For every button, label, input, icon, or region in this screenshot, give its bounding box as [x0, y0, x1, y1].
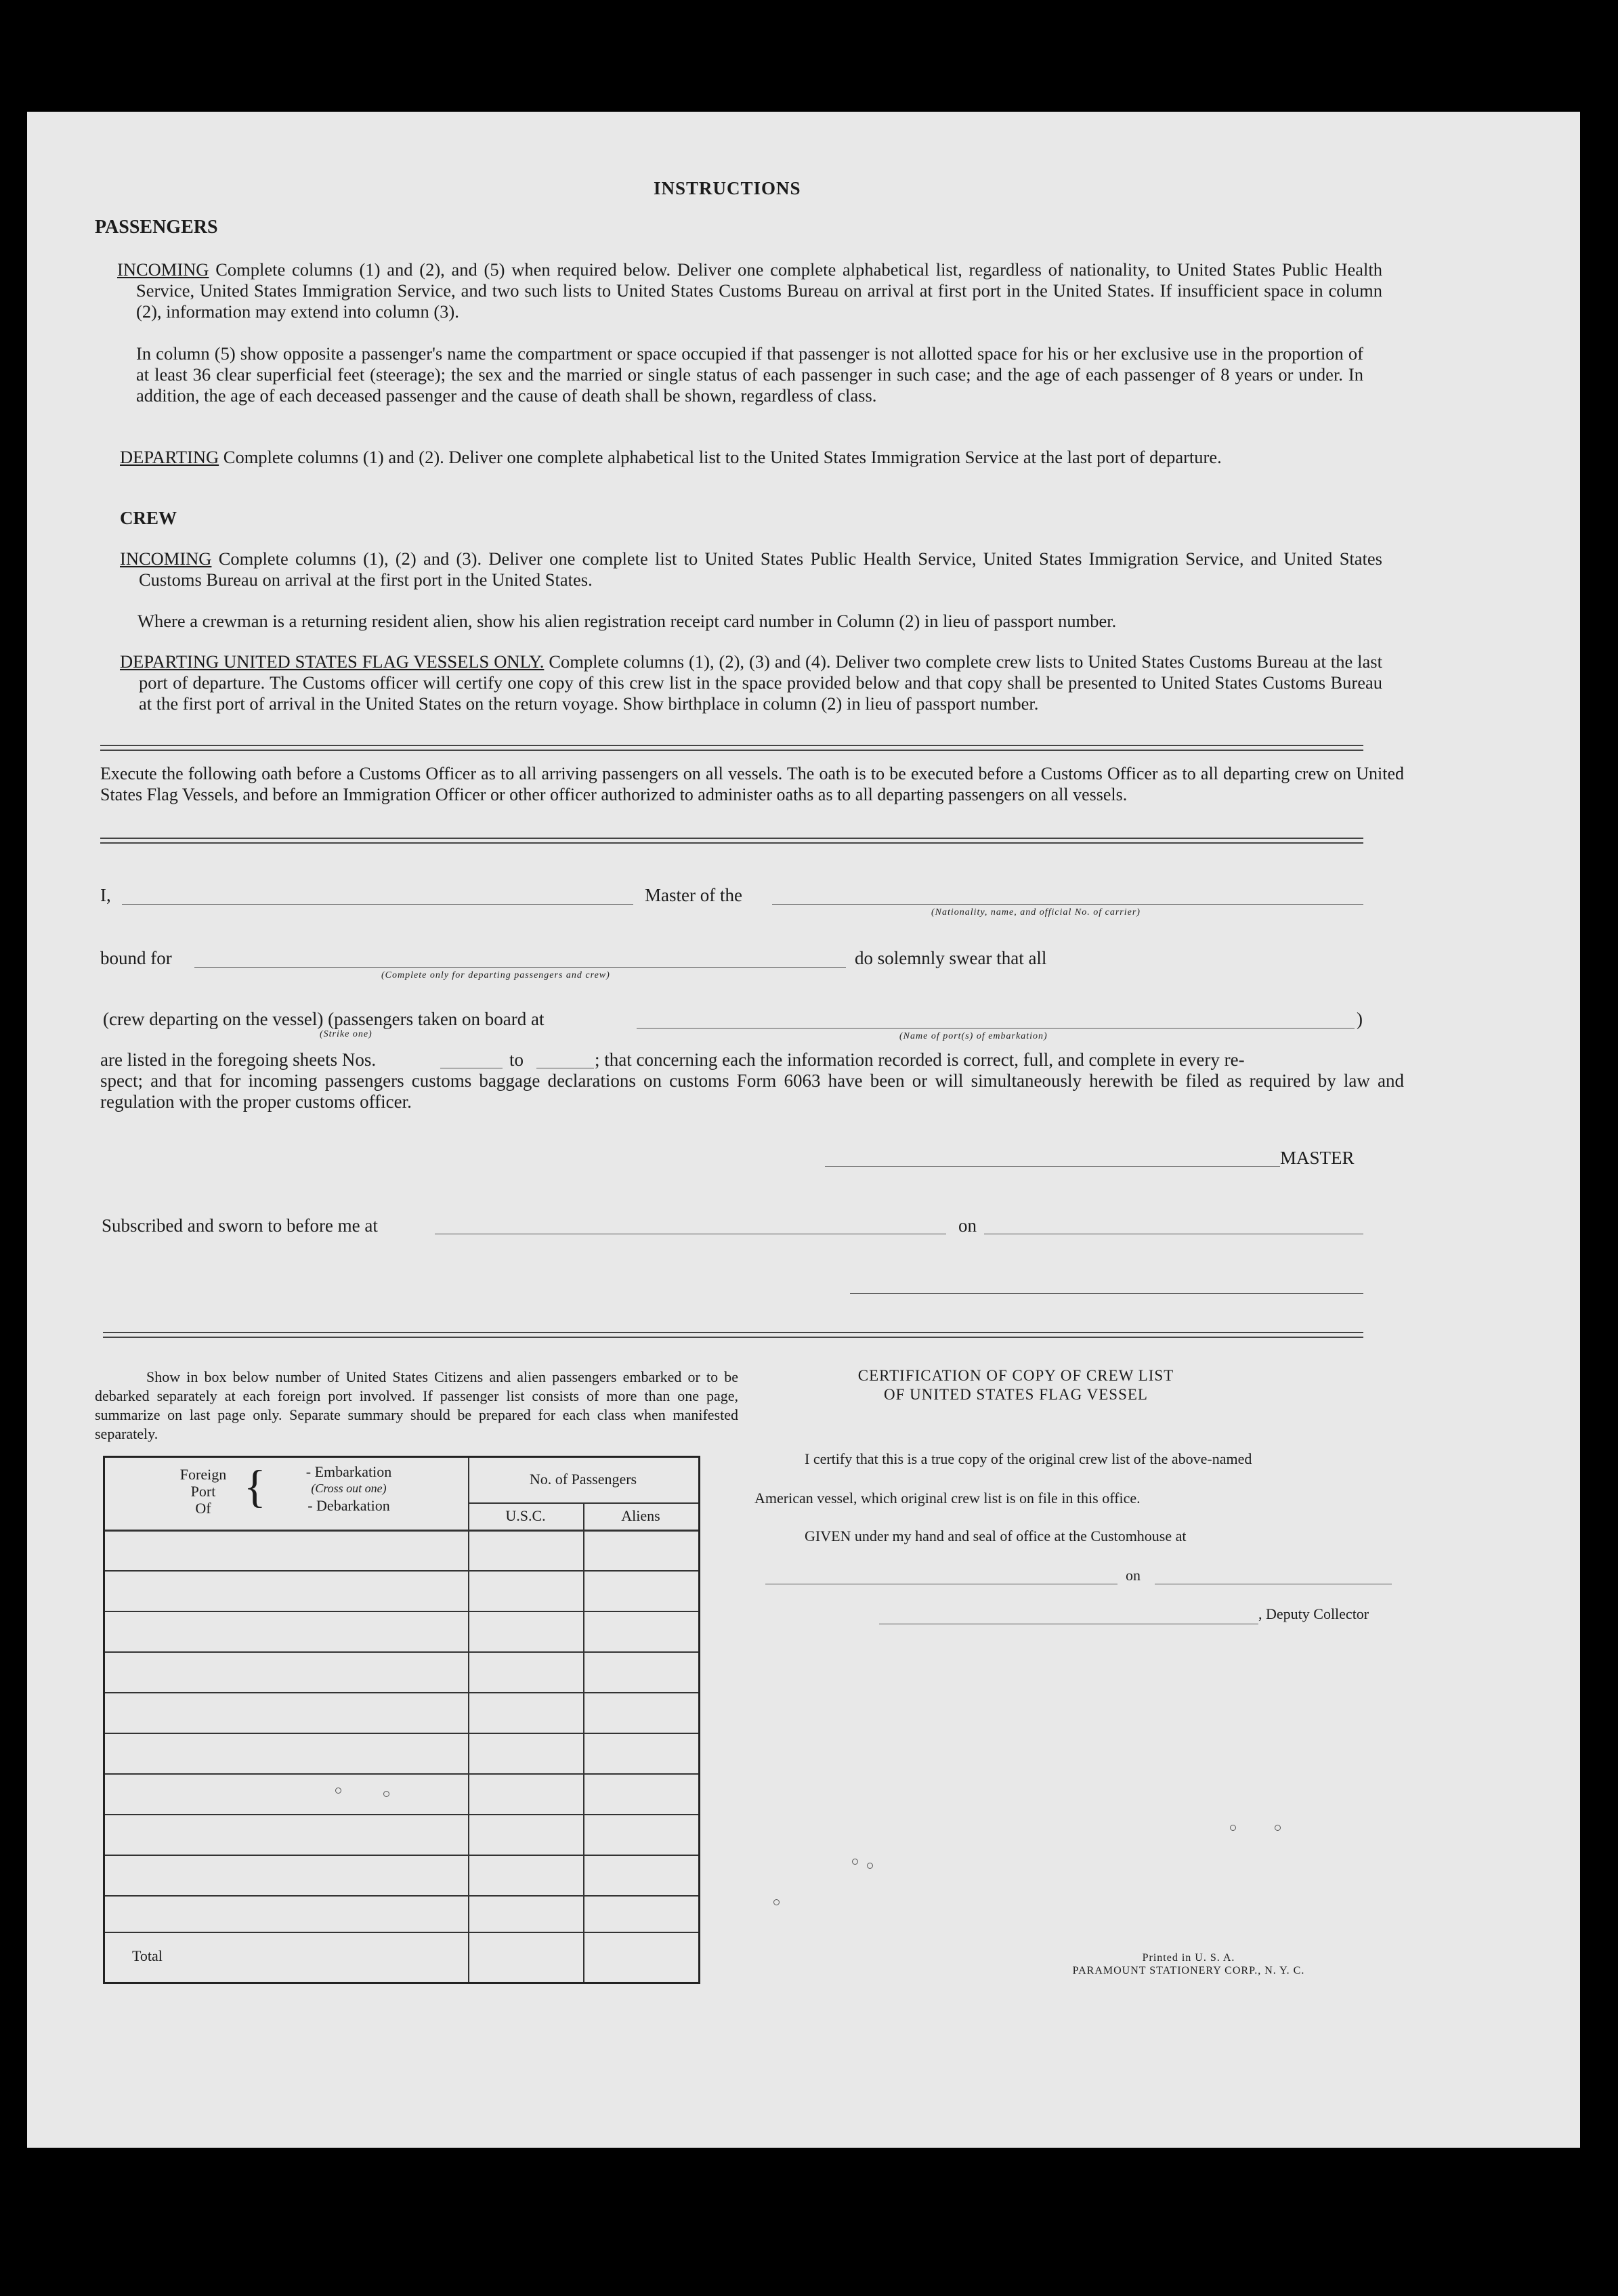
- printer-line-1: Printed in U. S. A.: [1142, 1952, 1235, 1964]
- table-row: [105, 1895, 698, 1897]
- crew-incoming-paragraph: [120, 548, 1382, 590]
- deputy-collector-label: , Deputy Collector: [1258, 1605, 1369, 1622]
- subscribed-on-label: on: [958, 1215, 977, 1236]
- embark-debark-header: [298, 1463, 400, 1514]
- col-divider-1: [468, 1458, 469, 1982]
- brace-icon: {: [244, 1460, 266, 1512]
- carrier-field[interactable]: [772, 904, 1363, 905]
- to-label: to: [509, 1049, 524, 1070]
- table-row: [105, 1855, 698, 1856]
- crew-departing-paragraph: [120, 651, 1382, 714]
- officer-signature-field[interactable]: [850, 1293, 1363, 1294]
- master-signature-label: MASTER: [1280, 1148, 1355, 1168]
- bound-for-label: bound for: [100, 948, 172, 968]
- passengers-column5-paragraph: [136, 343, 1363, 406]
- listed-sheets-label: are listed in the foregoing sheets Nos.: [100, 1049, 377, 1070]
- debarkation-label: - Debarkation: [307, 1497, 390, 1514]
- table-row: [105, 1611, 698, 1612]
- scan-speck: [383, 1791, 389, 1797]
- table-row: [105, 1530, 698, 1532]
- cross-out-label: (Cross out one): [311, 1481, 387, 1495]
- carrier-caption: (Nationality, name, and official No. of carrier): [931, 907, 1141, 917]
- passengers-incoming-label: INCOMING: [117, 259, 209, 280]
- passenger-summary-table: [103, 1456, 700, 1984]
- crew-incoming-text: Complete columns (1), (2) and (3). Deliver one complete list to United States Public Health Service, United States Immigration Service, and United States Customs Bureau on arrival at the first port in the United States.: [139, 548, 1382, 590]
- oath-i-label: I,: [100, 885, 111, 905]
- scan-speck: [867, 1863, 873, 1869]
- certification-heading: [813, 1366, 1219, 1404]
- col-divider-2: [583, 1502, 584, 1982]
- swear-label: do solemnly swear that all: [855, 948, 1047, 968]
- strike-one-caption: (Strike one): [320, 1029, 372, 1039]
- embarkation-label: - Embarkation: [305, 1463, 392, 1480]
- scan-speck: [1230, 1825, 1236, 1831]
- passengers-header-rule: [468, 1502, 698, 1504]
- oath-intro-paragraph: [100, 763, 1404, 805]
- scan-speck: [852, 1859, 858, 1865]
- table-row: [105, 1773, 698, 1775]
- table-row: [105, 1570, 698, 1572]
- certification-line-2: American vessel, which original crew list is on file in this office.: [754, 1490, 1141, 1507]
- oath-divider: [100, 838, 1363, 844]
- certification-line-3: GIVEN under my hand and seal of office at the Customhouse at: [805, 1528, 1187, 1544]
- table-row: [105, 1733, 698, 1734]
- certification-heading-1: CERTIFICATION OF COPY OF CREW LIST: [857, 1367, 1174, 1384]
- total-label: Total: [132, 1947, 163, 1964]
- foreign-port-of-header: [173, 1466, 234, 1517]
- master-signature-field[interactable]: [825, 1166, 1280, 1167]
- listed-text-1: ; that concerning each the information recorded is correct, full, and complete in every re-: [595, 1049, 1245, 1070]
- table-row: [105, 1651, 698, 1653]
- of-label: Of: [195, 1500, 211, 1517]
- section-divider: [100, 745, 1363, 751]
- bound-for-field[interactable]: [194, 967, 846, 968]
- crew-departing-label: DEPARTING UNITED STATES FLAG VESSELS ONLY.: [120, 651, 545, 672]
- crew-resident-paragraph: [137, 611, 1363, 632]
- summary-note: Show in box below number of United States Citizens and alien passengers embarked or to be debarked separately at each foreign port involved. If passenger list consists of more than one page, summarize on last page only. Separate summary should be prepared for each class when manifested separately.: [95, 1368, 738, 1442]
- crew-incoming-label: INCOMING: [120, 548, 212, 569]
- crew-passengers-label: (crew departing on the vessel) (passengers taken on board at: [103, 1009, 545, 1029]
- close-paren: ): [1357, 1009, 1363, 1029]
- master-of-the-label: Master of the: [645, 885, 742, 905]
- crew-heading: CREW: [120, 508, 177, 528]
- certification-line-1: I certify that this is a true copy of the original crew list of the above-named: [805, 1450, 1252, 1467]
- port-label: Port: [190, 1483, 216, 1500]
- scan-speck: [1275, 1825, 1281, 1831]
- passengers-departing-label: DEPARTING: [120, 447, 219, 467]
- aliens-header: Aliens: [621, 1507, 660, 1524]
- passengers-departing-text: Complete columns (1) and (2). Deliver one complete alphabetical list to the United States Immigration Service at the last port of departure.: [219, 447, 1222, 467]
- master-name-field[interactable]: [122, 904, 633, 905]
- ports-caption: (Name of port(s) of embarkation): [899, 1031, 1048, 1041]
- table-row: [105, 1692, 698, 1693]
- passengers-column5-text: In column (5) show opposite a passenger's name the compartment or space occupied if that passenger is not allotted space for his or her exclusive use in the proportion of at least 36 clear superficial feet (steerage); the sex and the married or single status of each passenger in such case; and the age of each passenger of 8 years or under. In addition, the age of each deceased passenger and the cause of death shall be shown, regardless of class.: [136, 343, 1363, 406]
- no-of-passengers-header: No. of Passengers: [529, 1471, 637, 1488]
- certification-on-label: on: [1126, 1567, 1141, 1584]
- usc-header: U.S.C.: [505, 1507, 546, 1524]
- instructions-title: INSTRUCTIONS: [654, 178, 801, 198]
- scan-speck: [773, 1899, 780, 1905]
- passengers-incoming-text: Complete columns (1) and (2), and (5) when required below. Deliver one complete alphabetical list, regardless of nationality, to United States Public Health Service, United States Immigration Service, and two such lists to United States Customs Bureau on arrival at first port in the United States. If insufficient space in column (2), information may extend into column (3).: [136, 259, 1382, 322]
- printer-imprint: [1013, 1951, 1365, 1977]
- form-page: [27, 112, 1580, 2148]
- crew-resident-text: Where a crewman is a returning resident alien, show his alien registration receipt card number in Column (2) in lieu of passport number.: [137, 611, 1117, 631]
- oath-intro-text: Execute the following oath before a Customs Officer as to all arriving passengers on all vessels. The oath is to be executed before a Customs Officer as to all departing crew on United States Flag Vessels, and before an Immigration Officer or other officer authorized to administer oaths as to all departing passengers on all vessels.: [100, 764, 1404, 804]
- passengers-incoming-paragraph: [117, 259, 1382, 322]
- table-row: [105, 1814, 698, 1815]
- crew-departing-text: Complete columns (1), (2), (3) and (4). Deliver two complete crew lists to United States Customs Bureau at the last port of departure. The Customs officer will certify one copy of this crew list in the space provided below and that copy shall be presented to United States Customs Bureau at the first port of arrival in the United States on the return voyage. Show birthplace in column (2) in lieu of passport number.: [139, 651, 1382, 714]
- passengers-departing-paragraph: [120, 447, 1382, 468]
- subscribed-label: Subscribed and sworn to before me at: [102, 1215, 378, 1236]
- bound-for-caption: (Complete only for departing passengers and crew): [381, 970, 610, 980]
- passengers-heading: PASSENGERS: [95, 217, 218, 238]
- table-row: [105, 1932, 698, 1933]
- bottom-divider: [103, 1332, 1363, 1338]
- listed-text-2: spect; and that for incoming passengers customs baggage declarations on customs Form 6063 have been or will simultaneously herewith be filed as required by law and regulation with the proper customs officer.: [100, 1070, 1404, 1112]
- certification-heading-2: OF UNITED STATES FLAG VESSEL: [884, 1386, 1148, 1403]
- printer-line-2: PARAMOUNT STATIONERY CORP., N. Y. C.: [1072, 1965, 1305, 1976]
- scan-speck: [335, 1788, 341, 1794]
- foreign-label: Foreign: [179, 1466, 227, 1483]
